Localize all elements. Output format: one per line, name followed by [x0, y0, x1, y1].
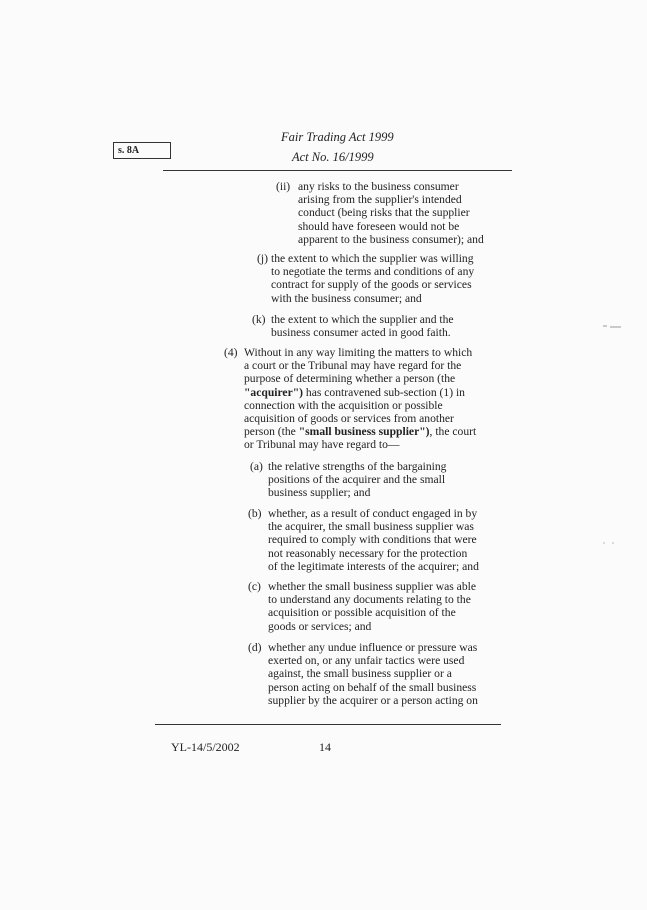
text-line: apparent to the business consumer); and: [298, 232, 484, 246]
footer-divider: [155, 724, 501, 725]
paragraph-d: [248, 641, 513, 707]
text-line: purpose of determining whether a person (the: [244, 372, 456, 386]
text-line: not reasonably necessary for the protection: [268, 546, 468, 560]
item-marker: (a): [250, 460, 263, 473]
text-line: contract for supply of the goods or services: [271, 278, 472, 292]
text-line-with-defined-term: "acquirer") has contravened sub-section (1) in: [244, 385, 465, 399]
text-line: of the legitimate interests of the acquirer; and: [268, 559, 479, 573]
text-line: the acquirer, the small business supplier was: [268, 520, 474, 534]
text-line: business consumer acted in good faith.: [271, 326, 451, 340]
text-line: positions of the acquirer and the small: [268, 473, 446, 487]
text-line-with-defined-term: person (the "small business supplier"), the court: [244, 425, 477, 439]
text-line: connection with the acquisition or possible: [244, 398, 443, 412]
scan-speck-marks: [601, 319, 621, 552]
text-line: required to comply with conditions that were: [268, 533, 477, 547]
text-line: the extent to which the supplier and the: [271, 313, 454, 326]
item-marker: (4): [224, 346, 238, 359]
text-line: with the business consumer; and: [271, 291, 422, 305]
item-marker: (b): [248, 507, 262, 520]
item-marker: (j): [257, 252, 268, 265]
text-line: arising from the supplier's intended: [298, 193, 462, 207]
item-marker: (c): [248, 580, 261, 593]
scan-artifact-icon: [601, 319, 621, 549]
defined-term-small-business-supplier: "small business supplier"): [298, 425, 430, 439]
section-tag: s. 8A: [113, 142, 171, 159]
text-line: the relative strengths of the bargaining: [268, 460, 447, 473]
text-line: goods or services; and: [268, 619, 372, 633]
text-line: or Tribunal may have regard to—: [244, 438, 400, 452]
text-line: any risks to the business consumer: [298, 180, 459, 193]
text-line: should have foreseen would not be: [298, 219, 460, 233]
text-line: acquisition or possible acquisition of the: [268, 606, 456, 620]
act-title: Fair Trading Act 1999: [281, 130, 394, 144]
text-line: exerted on, or any unfair tactics were used: [268, 654, 465, 668]
paragraph-b: [248, 507, 513, 573]
text-line: a court or the Tribunal may have regard for the: [244, 359, 462, 373]
text-line: business supplier; and: [268, 486, 371, 500]
reprint-code: YL-14/5/2002: [171, 740, 240, 754]
paragraph-j: [255, 252, 515, 305]
page-number: 14: [319, 740, 331, 754]
subparagraph-ii: [276, 180, 516, 246]
header-divider: [163, 170, 512, 171]
defined-term-acquirer: "acquirer"): [244, 385, 304, 399]
text-line: to understand any documents relating to the: [268, 593, 471, 607]
text-line: whether, as a result of conduct engaged in by: [268, 507, 478, 520]
item-marker: (ii): [276, 180, 291, 193]
text-line: Without in any way limiting the matters to which: [244, 346, 473, 359]
text-line: whether any undue influence or pressure was: [268, 641, 478, 654]
paragraph-k: [252, 313, 512, 339]
text-line: supplier by the acquirer or a person acting on: [268, 693, 478, 707]
item-marker: (k): [252, 313, 266, 326]
text-line: acquisition of goods or services from another: [244, 412, 454, 426]
act-number: Act No. 16/1999: [292, 150, 374, 164]
text-line: against, the small business supplier or a: [268, 667, 452, 681]
text-line: conduct (being risks that the supplier: [298, 206, 470, 220]
text-line: whether the small business supplier was able: [268, 580, 476, 593]
text-line: person acting on behalf of the small business: [268, 680, 477, 694]
paragraph-c: [248, 580, 513, 633]
item-marker: (d): [248, 641, 262, 654]
text-line: the extent to which the supplier was willing: [271, 252, 474, 265]
paragraph-a: [250, 460, 510, 500]
text-line: to negotiate the terms and conditions of any: [271, 265, 475, 279]
subsection-4: [224, 346, 514, 452]
